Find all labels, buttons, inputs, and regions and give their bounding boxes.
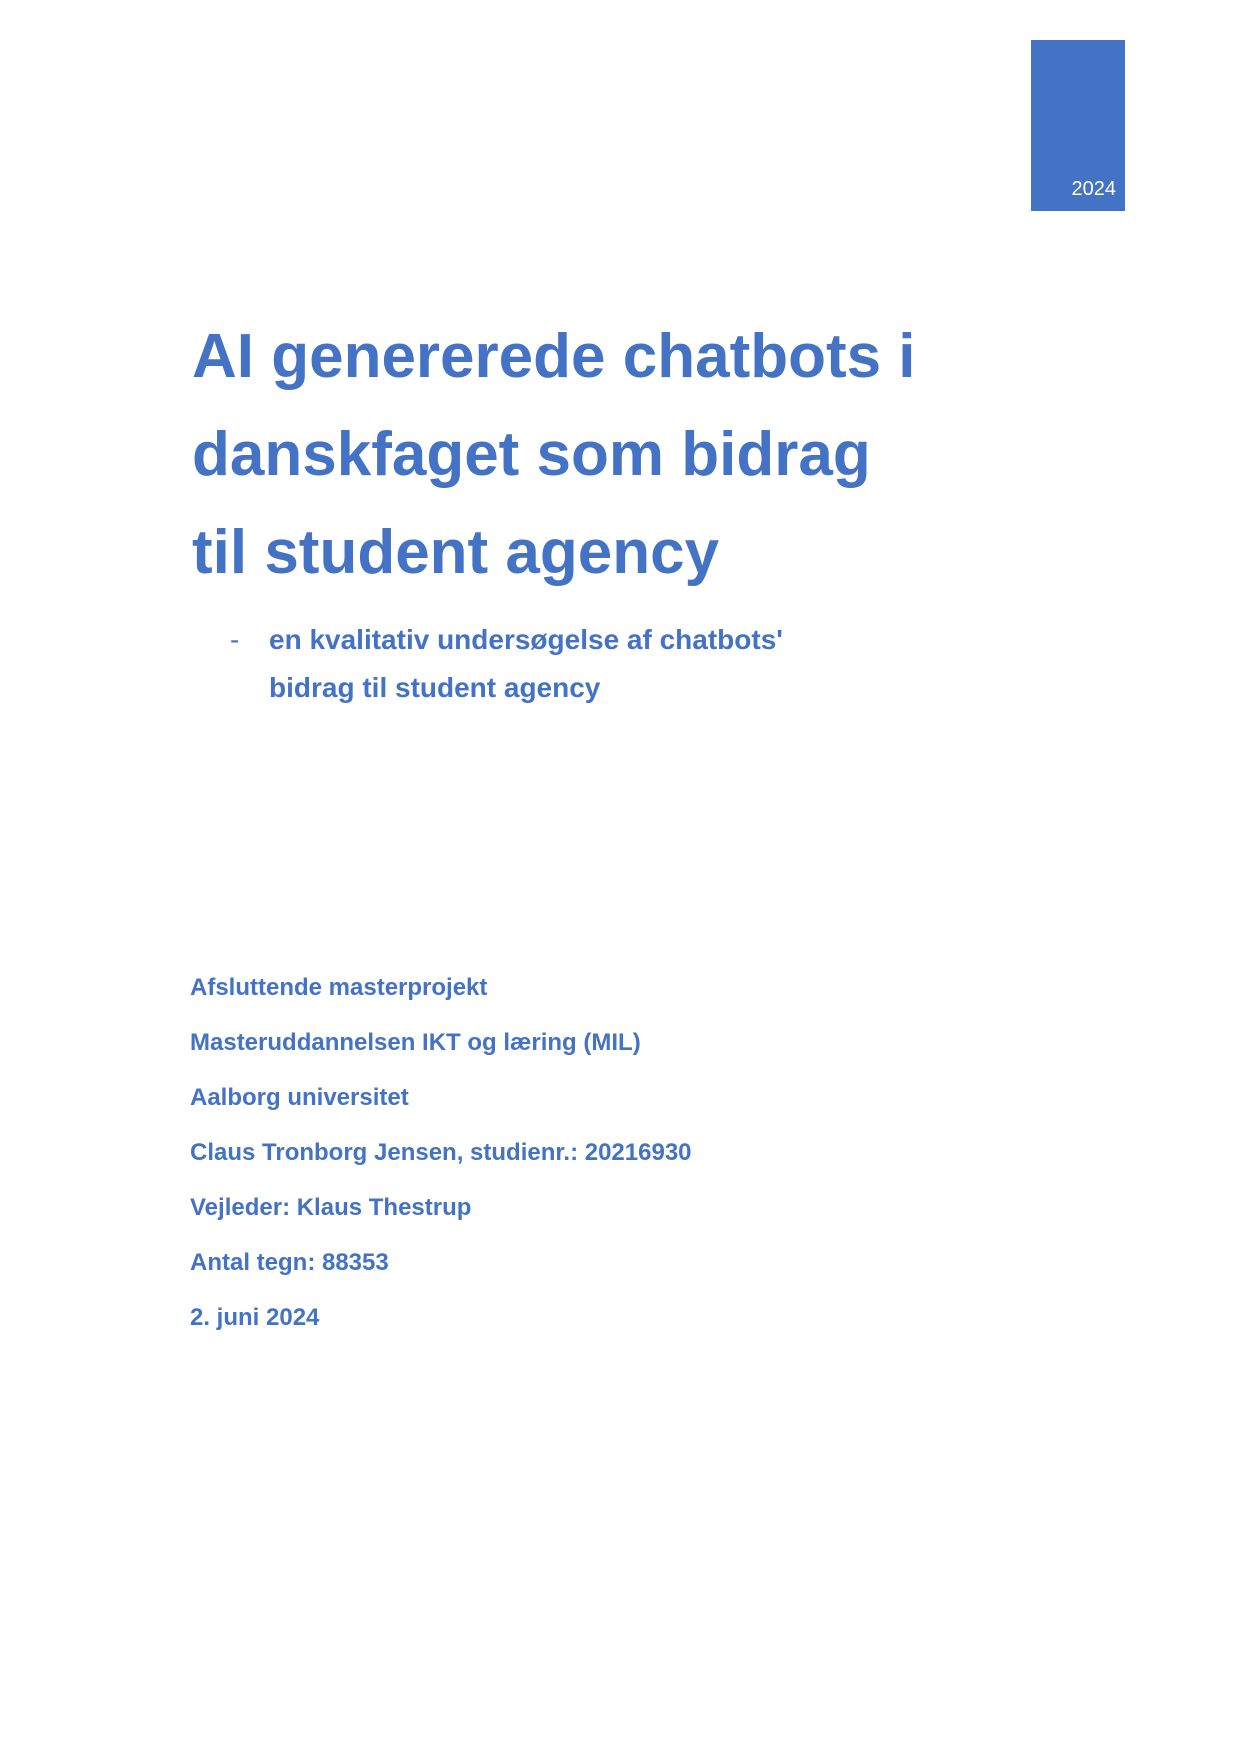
document-title (192, 308, 1092, 602)
author-and-student-number: Claus Tronborg Jensen, studienr.: 20216930 (190, 1139, 692, 1166)
supervisor: Vejleder: Klaus Thestrup (190, 1194, 472, 1221)
university: Aalborg universitet (190, 1084, 409, 1111)
education-program: Masteruddannelsen IKT og læring (MIL) (190, 1029, 641, 1056)
year-badge (1031, 40, 1125, 211)
title-line-2: danskfaget som bidrag (192, 420, 871, 489)
submission-date: 2. juni 2024 (190, 1304, 320, 1331)
project-info (190, 970, 990, 1355)
title-line-3: til student agency (192, 518, 720, 587)
character-count: Antal tegn: 88353 (190, 1249, 389, 1276)
subtitle-text (269, 616, 909, 712)
subtitle-line-2: bidrag til student agency (269, 672, 601, 703)
year-badge-text: 2024 (1071, 178, 1116, 200)
subtitle-line-1: en kvalitativ undersøgelse af chatbots' (269, 624, 783, 655)
project-type: Afsluttende masterprojekt (190, 974, 488, 1001)
title-line-1: AI genererede chatbots i (192, 322, 916, 391)
subtitle-dash: - (230, 624, 240, 655)
